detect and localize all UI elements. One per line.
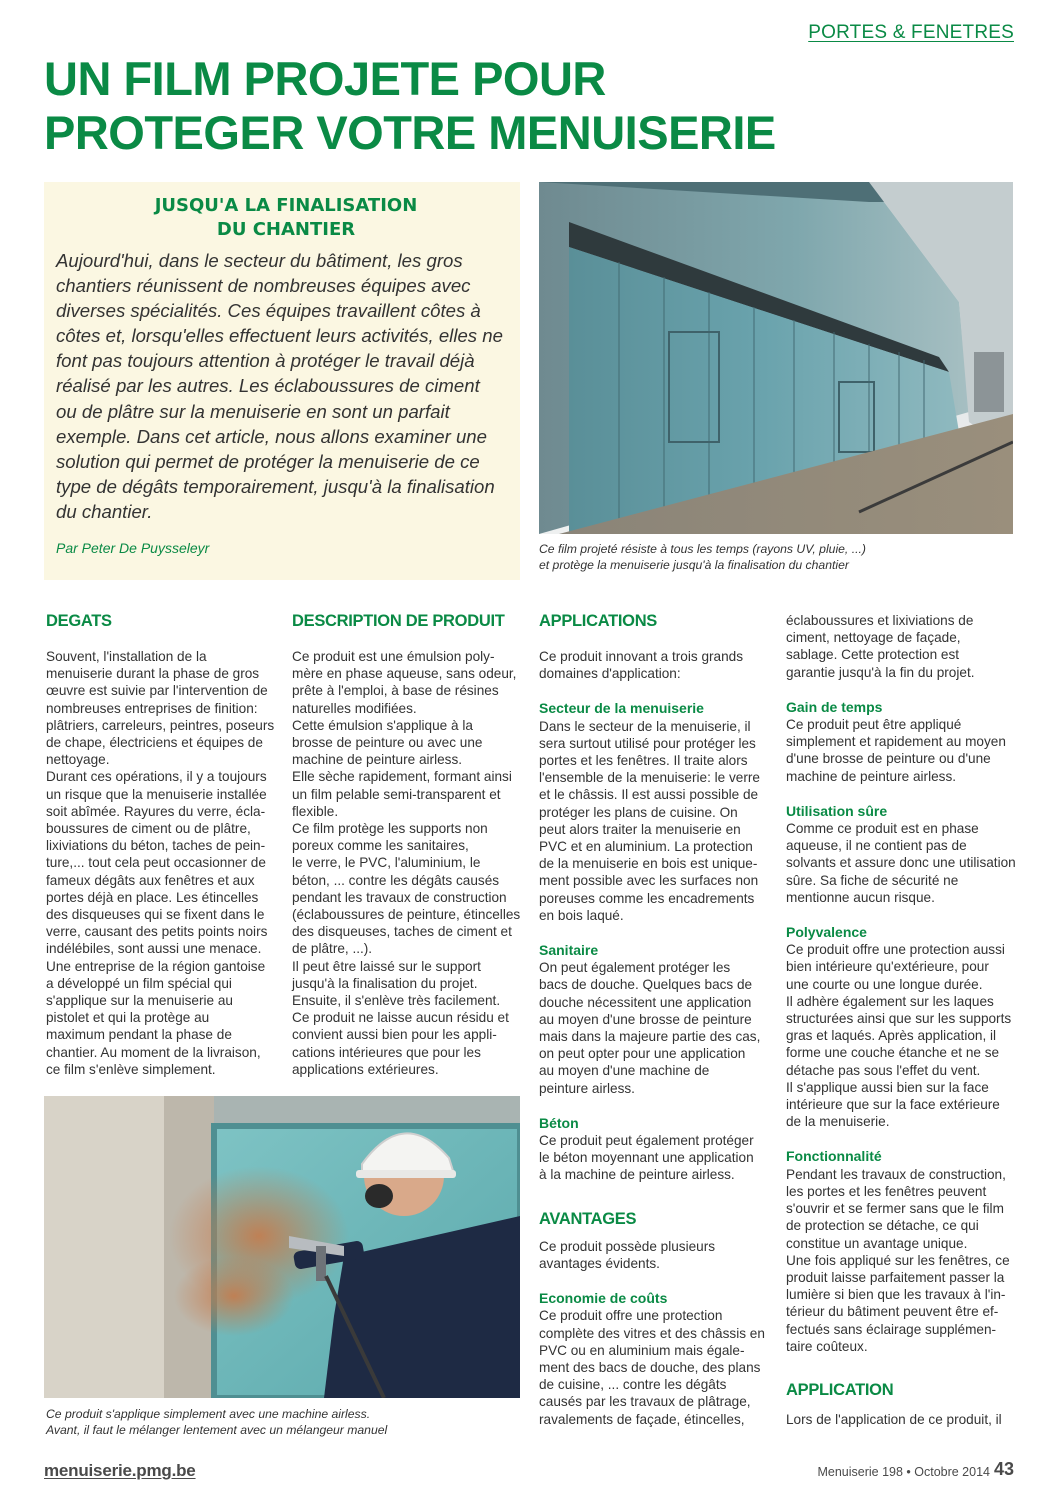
column-applications — [539, 610, 769, 1428]
body-paragraph — [46, 648, 276, 1078]
subheading: Secteur de la menuiserie — [539, 700, 704, 717]
text-line: jusqu'à la finalisation du projet. — [292, 975, 478, 991]
text-line: du chantier. — [56, 500, 153, 522]
intro-heading-line: JUSQU'A LA FINALISATION — [154, 195, 418, 216]
text-line: réalisé par les autres. Les éclaboussures de ciment — [56, 375, 480, 397]
text-line: peut alors traiter la menuiserie en — [539, 821, 741, 837]
text-line: Pendant les travaux de construction, — [786, 1166, 1006, 1182]
text-line: au moyen d'une brosse de peinture — [539, 1011, 752, 1027]
text-line: Aujourd'hui, dans le secteur du bâtiment, les gros — [56, 250, 463, 271]
section-heading: AVANTAGES — [539, 1209, 637, 1228]
section-heading: DEGATS — [46, 612, 112, 630]
subheading: Fonctionnalité — [786, 1148, 882, 1165]
text-line: mais dans la majeure partie des cas, — [539, 1029, 761, 1045]
subheading: Sanitaire — [539, 942, 599, 959]
text-line: Elle sèche rapidement, formant ainsi — [292, 769, 512, 785]
text-line: côtes et, lorsqu'elles effectuent leurs activités, elles ne — [56, 325, 503, 347]
body-paragraph — [786, 820, 1016, 906]
text-line: pistolet et qui la protège au — [46, 1010, 210, 1026]
text-line: produit laisse parfaitement passer la — [786, 1269, 1005, 1285]
text-line: domaines d'application: — [539, 666, 681, 682]
caption-line: et protège la menuiserie jusqu'à la finalisation du chantier — [539, 558, 849, 572]
body-paragraph — [539, 718, 769, 924]
section-heading: APPLICATIONS — [539, 612, 658, 630]
page-number: 43 — [993, 1459, 1014, 1479]
text-line: pendant les travaux de construction — [292, 889, 507, 905]
text-line: ciment, nettoyage de façade, — [786, 630, 961, 646]
text-line: et le châssis. Il est aussi possible de — [539, 787, 759, 803]
text-line: PVC ou en aluminium mais égale- — [539, 1342, 745, 1358]
text-line: cations intérieures que pour les — [292, 1044, 481, 1060]
text-line: Ce produit est une émulsion poly- — [292, 649, 495, 664]
text-line: éclaboussures et lixiviations de — [786, 613, 974, 628]
page-title — [44, 52, 1004, 160]
worker-illustration — [44, 1096, 520, 1398]
text-line: plâtriers, carreleurs, peintres, poseurs — [46, 717, 275, 733]
text-line: Durant ces opérations, il y a toujours — [46, 769, 267, 785]
intro-box — [44, 182, 520, 580]
text-line: font pas toujours attention à protéger le travail déjà — [56, 350, 475, 372]
text-line: brosse de peinture ou avec une — [292, 735, 483, 751]
text-line: Une entreprise de la région gantoise — [46, 958, 266, 974]
text-line: diverses spécialités. Ces équipes travaillent côtes à — [56, 300, 481, 322]
intro-heading — [66, 194, 506, 242]
text-line: intérieure que sur la face extérieure — [786, 1097, 1000, 1113]
text-line: fameux dégâts aux fenêtres et aux — [46, 872, 255, 888]
footer-website-link[interactable]: menuiserie.pmg.be — [44, 1461, 196, 1480]
worker-caption — [46, 1406, 516, 1438]
text-line: chantier. Au moment de la livraison, — [46, 1044, 261, 1060]
text-line: ment possible avec les surfaces non — [539, 873, 759, 889]
caption-line: Avant, il faut le mélanger lentement avec un mélangeur manuel — [46, 1423, 388, 1437]
text-line: de protection se détache, ce qui — [786, 1218, 979, 1234]
text-line: verre, causant des petits points noirs — [46, 924, 268, 940]
text-line: le béton moyennant une application — [539, 1150, 754, 1166]
text-line: ce film s'enlève simplement. — [46, 1061, 216, 1077]
text-line: indélébiles, sont aussi une menace. — [46, 941, 262, 957]
text-line: taire coûteux. — [786, 1338, 868, 1354]
text-line: de chape, électriciens et équipes de — [46, 735, 263, 751]
text-line: à la machine de peinture airless. — [539, 1167, 735, 1183]
text-line: (éclaboussures de peinture, étincelles — [292, 907, 521, 923]
body-paragraph — [786, 941, 1016, 1130]
text-line: des disqueuses qui se fixent dans le — [46, 907, 265, 923]
body-paragraph — [539, 1132, 769, 1184]
text-line: Souvent, l'installation de la — [46, 649, 207, 664]
text-line: flexible. — [292, 803, 339, 819]
text-line: gras et laqués. Après application, il — [786, 1028, 997, 1044]
text-line: béton, ... contre les dégâts causés — [292, 872, 500, 888]
text-line: sûre. Sa fiche de sécurité ne — [786, 872, 959, 888]
column-degats — [46, 610, 276, 1078]
text-line: s'applique sur la menuiserie au — [46, 993, 233, 1009]
text-line: complète des vitres et des châssis en — [539, 1325, 765, 1341]
text-line: bacs de douche. Quelques bacs de — [539, 977, 753, 993]
text-line: Ce produit possède plusieurs — [539, 1238, 716, 1254]
text-line: On peut également protéger les — [539, 960, 731, 976]
text-line: Ensuite, il s'enlève très facilement. — [292, 993, 501, 1009]
text-line: œuvre est suivie par l'intervention de — [46, 683, 268, 699]
text-line: soit abîmée. Rayures du verre, écla- — [46, 803, 266, 819]
text-line: fectués sans éclairage supplémen- — [786, 1321, 997, 1337]
text-line: des disqueuses, taches de ciment et — [292, 924, 512, 940]
text-line: convient aussi bien pour les appli- — [292, 1027, 497, 1043]
text-line: Dans le secteur de la menuiserie, il — [539, 718, 751, 734]
text-line: Cette émulsion s'applique à la — [292, 717, 473, 733]
text-line: chantiers réunissent de nombreuses équipes avec — [56, 275, 471, 297]
text-line: maximum pendant la phase de — [46, 1027, 232, 1043]
text-line: de la menuiserie en bois est unique- — [539, 856, 758, 872]
facade-caption — [539, 541, 1019, 573]
text-line: portes et les fenêtres. Il traite alors — [539, 753, 748, 769]
text-line: prête à l'emploi, à base de résines — [292, 683, 499, 699]
text-line: portes déjà en place. Les étincelles — [46, 889, 259, 905]
text-line: protéger les plans de cuisine. On — [539, 804, 738, 820]
text-line: sera surtout utilisé pour protéger les — [539, 735, 756, 751]
text-line: Ce produit offre une protection — [539, 1308, 723, 1324]
title-line: PROTEGER VOTRE MENUISERIE — [44, 106, 776, 159]
title-line: UN FILM PROJETE POUR — [44, 52, 606, 105]
section-tag: PORTES & FENETRES — [808, 22, 1014, 43]
text-line: ou de plâtre sur la menuiserie en sont un parfait — [56, 400, 450, 422]
text-line: Ce produit peut être appliqué — [786, 717, 962, 733]
text-line: menuiserie durant la phase de gros — [46, 666, 260, 682]
body-paragraph — [539, 1307, 769, 1427]
text-line: de la menuiserie. — [786, 1114, 890, 1130]
text-line: a développé un film spécial qui — [46, 975, 232, 991]
text-line: structurées ainsi que sur les supports — [786, 1011, 1012, 1027]
text-line: mentionne aucun risque. — [786, 889, 935, 905]
text-line: poreuses comme les encadrements — [539, 890, 755, 906]
text-line: Une fois appliqué sur les fenêtres, ce — [786, 1252, 1010, 1268]
body-paragraph — [786, 1166, 1016, 1355]
text-line: térieur du bâtiment peuvent être ef- — [786, 1304, 999, 1320]
facade-photo — [539, 182, 1013, 534]
body-paragraph — [539, 959, 769, 1097]
text-line: Ce produit ne laisse aucun résidu et — [292, 1010, 509, 1026]
text-line: avantages évidents. — [539, 1255, 660, 1271]
text-line: naturelles modifiées. — [292, 700, 417, 716]
text-line: Il adhère également sur les laques — [786, 993, 994, 1009]
text-line: garantie jusqu'à la fin du projet. — [786, 664, 975, 680]
subheading: Gain de temps — [786, 698, 883, 715]
footer-issue: Menuiserie 198 • Octobre 2014 — [817, 1465, 990, 1479]
subheading: Béton — [539, 1114, 579, 1131]
text-line: au moyen d'une machine de — [539, 1063, 710, 1079]
text-line: constitue un avantage unique. — [786, 1235, 968, 1251]
text-line: lumière si bien que les travaux à l'in- — [786, 1287, 1006, 1303]
text-line: de plâtre, ...). — [292, 941, 373, 957]
body-paragraph — [786, 716, 1016, 785]
text-line: causés par les travaux de plâtrage, — [539, 1394, 751, 1410]
text-line: Il s'applique aussi bien sur la face — [786, 1079, 989, 1095]
text-line: type de dégâts temporairement, jusqu'à la finalisation — [56, 475, 495, 497]
text-line: douche nécessitent une application — [539, 994, 752, 1010]
worker-photo — [44, 1096, 520, 1398]
text-line: ravalements de façade, étincelles, — [539, 1411, 745, 1427]
text-line: on peut opter pour une application — [539, 1046, 746, 1062]
text-line: d'une brosse de peinture ou d'une — [786, 751, 991, 767]
text-line: exemple. Dans cet article, nous allons examiner une — [56, 425, 487, 447]
text-line: applications extérieures. — [292, 1061, 439, 1077]
text-line: s'ouvrir et se fermer sans que le film — [786, 1201, 1004, 1217]
text-line: bien intérieure qu'extérieure, pour — [786, 959, 989, 975]
text-line: forme une couche étanche et ne se — [786, 1045, 1000, 1061]
caption-line: Ce produit s'applique simplement avec une machine airless. — [46, 1407, 371, 1421]
text-line: peinture airless. — [539, 1080, 635, 1096]
text-line: ture,... tout cela peut occasionner de — [46, 855, 266, 871]
text-line: un film pelable semi-transparent et — [292, 786, 501, 802]
subheading: Utilisation sûre — [786, 802, 888, 819]
text-line: un risque que la menuiserie installée — [46, 786, 267, 802]
author-byline: Par Peter De Puysseleyr — [56, 540, 210, 557]
text-line: de cuisine, ... contre les dégâts — [539, 1377, 727, 1393]
text-line: solvants et assure donc une utilisation — [786, 855, 1016, 871]
text-line: lixiviations du béton, taches de pein- — [46, 838, 266, 854]
text-line: mère en phase aqueuse, sans odeur, — [292, 666, 517, 682]
text-line: détache pas sous l'effet du vent. — [786, 1062, 981, 1078]
text-line: l'ensemble de la menuiserie: le verre — [539, 770, 760, 786]
text-line: poreux comme les sanitaires, — [292, 838, 469, 854]
text-line: Ce produit offre une protection aussi — [786, 942, 1005, 958]
body-paragraph — [292, 648, 522, 1078]
text-line: nettoyage. — [46, 752, 110, 768]
text-line: simplement et rapidement au moyen — [786, 734, 1006, 750]
intro-heading-line: DU CHANTIER — [216, 219, 356, 240]
text-line: aqueuse, il ne contient pas de — [786, 838, 967, 854]
text-line: une courte ou une longue durée. — [786, 976, 983, 992]
caption-line: Ce film projeté résiste à tous les temps (rayons UV, pluie, ...) — [539, 542, 866, 556]
text-line: le verre, le PVC, l'aluminium, le — [292, 855, 481, 871]
text-line: en bois laqué. — [539, 907, 624, 923]
text-line: sablage. Cette protection est — [786, 647, 960, 663]
text-line: Ce film protège les supports non — [292, 821, 488, 837]
text-line: ment des bacs de douche, des plans — [539, 1359, 761, 1375]
facade-illustration — [539, 182, 1013, 534]
body-paragraph — [539, 648, 769, 682]
text-line: Comme ce produit est en phase — [786, 821, 979, 837]
text-line: Ce produit innovant a trois grands — [539, 649, 744, 664]
subheading: Polyvalence — [786, 924, 867, 941]
section-heading: DESCRIPTION DE PRODUIT — [292, 612, 505, 630]
body-paragraph — [786, 612, 1016, 681]
intro-text — [56, 248, 506, 524]
text-line: nombreuses entreprises de finition: — [46, 700, 258, 716]
body-paragraph — [786, 1411, 1016, 1428]
text-line: solution qui permet de protéger la menuiserie de ce — [56, 450, 480, 472]
text-line: Il peut être laissé sur le support — [292, 958, 481, 974]
text-line: machine de peinture airless. — [786, 768, 957, 784]
body-paragraph — [539, 1238, 769, 1272]
text-line: les portes et les fenêtres peuvent — [786, 1183, 987, 1199]
text-line: boussures de ciment ou de plâtre, — [46, 821, 251, 837]
text-line: machine de peinture airless. — [292, 752, 463, 768]
section-heading: APPLICATION — [786, 1380, 894, 1399]
text-line: Lors de l'application de ce produit, il — [786, 1411, 1002, 1427]
column-avantages — [786, 612, 1016, 1428]
text-line: Ce produit peut également protéger — [539, 1133, 754, 1149]
column-description — [292, 610, 522, 1078]
text-line: PVC et en aluminium. La protection — [539, 839, 753, 855]
subheading: Economie de coûts — [539, 1290, 668, 1307]
